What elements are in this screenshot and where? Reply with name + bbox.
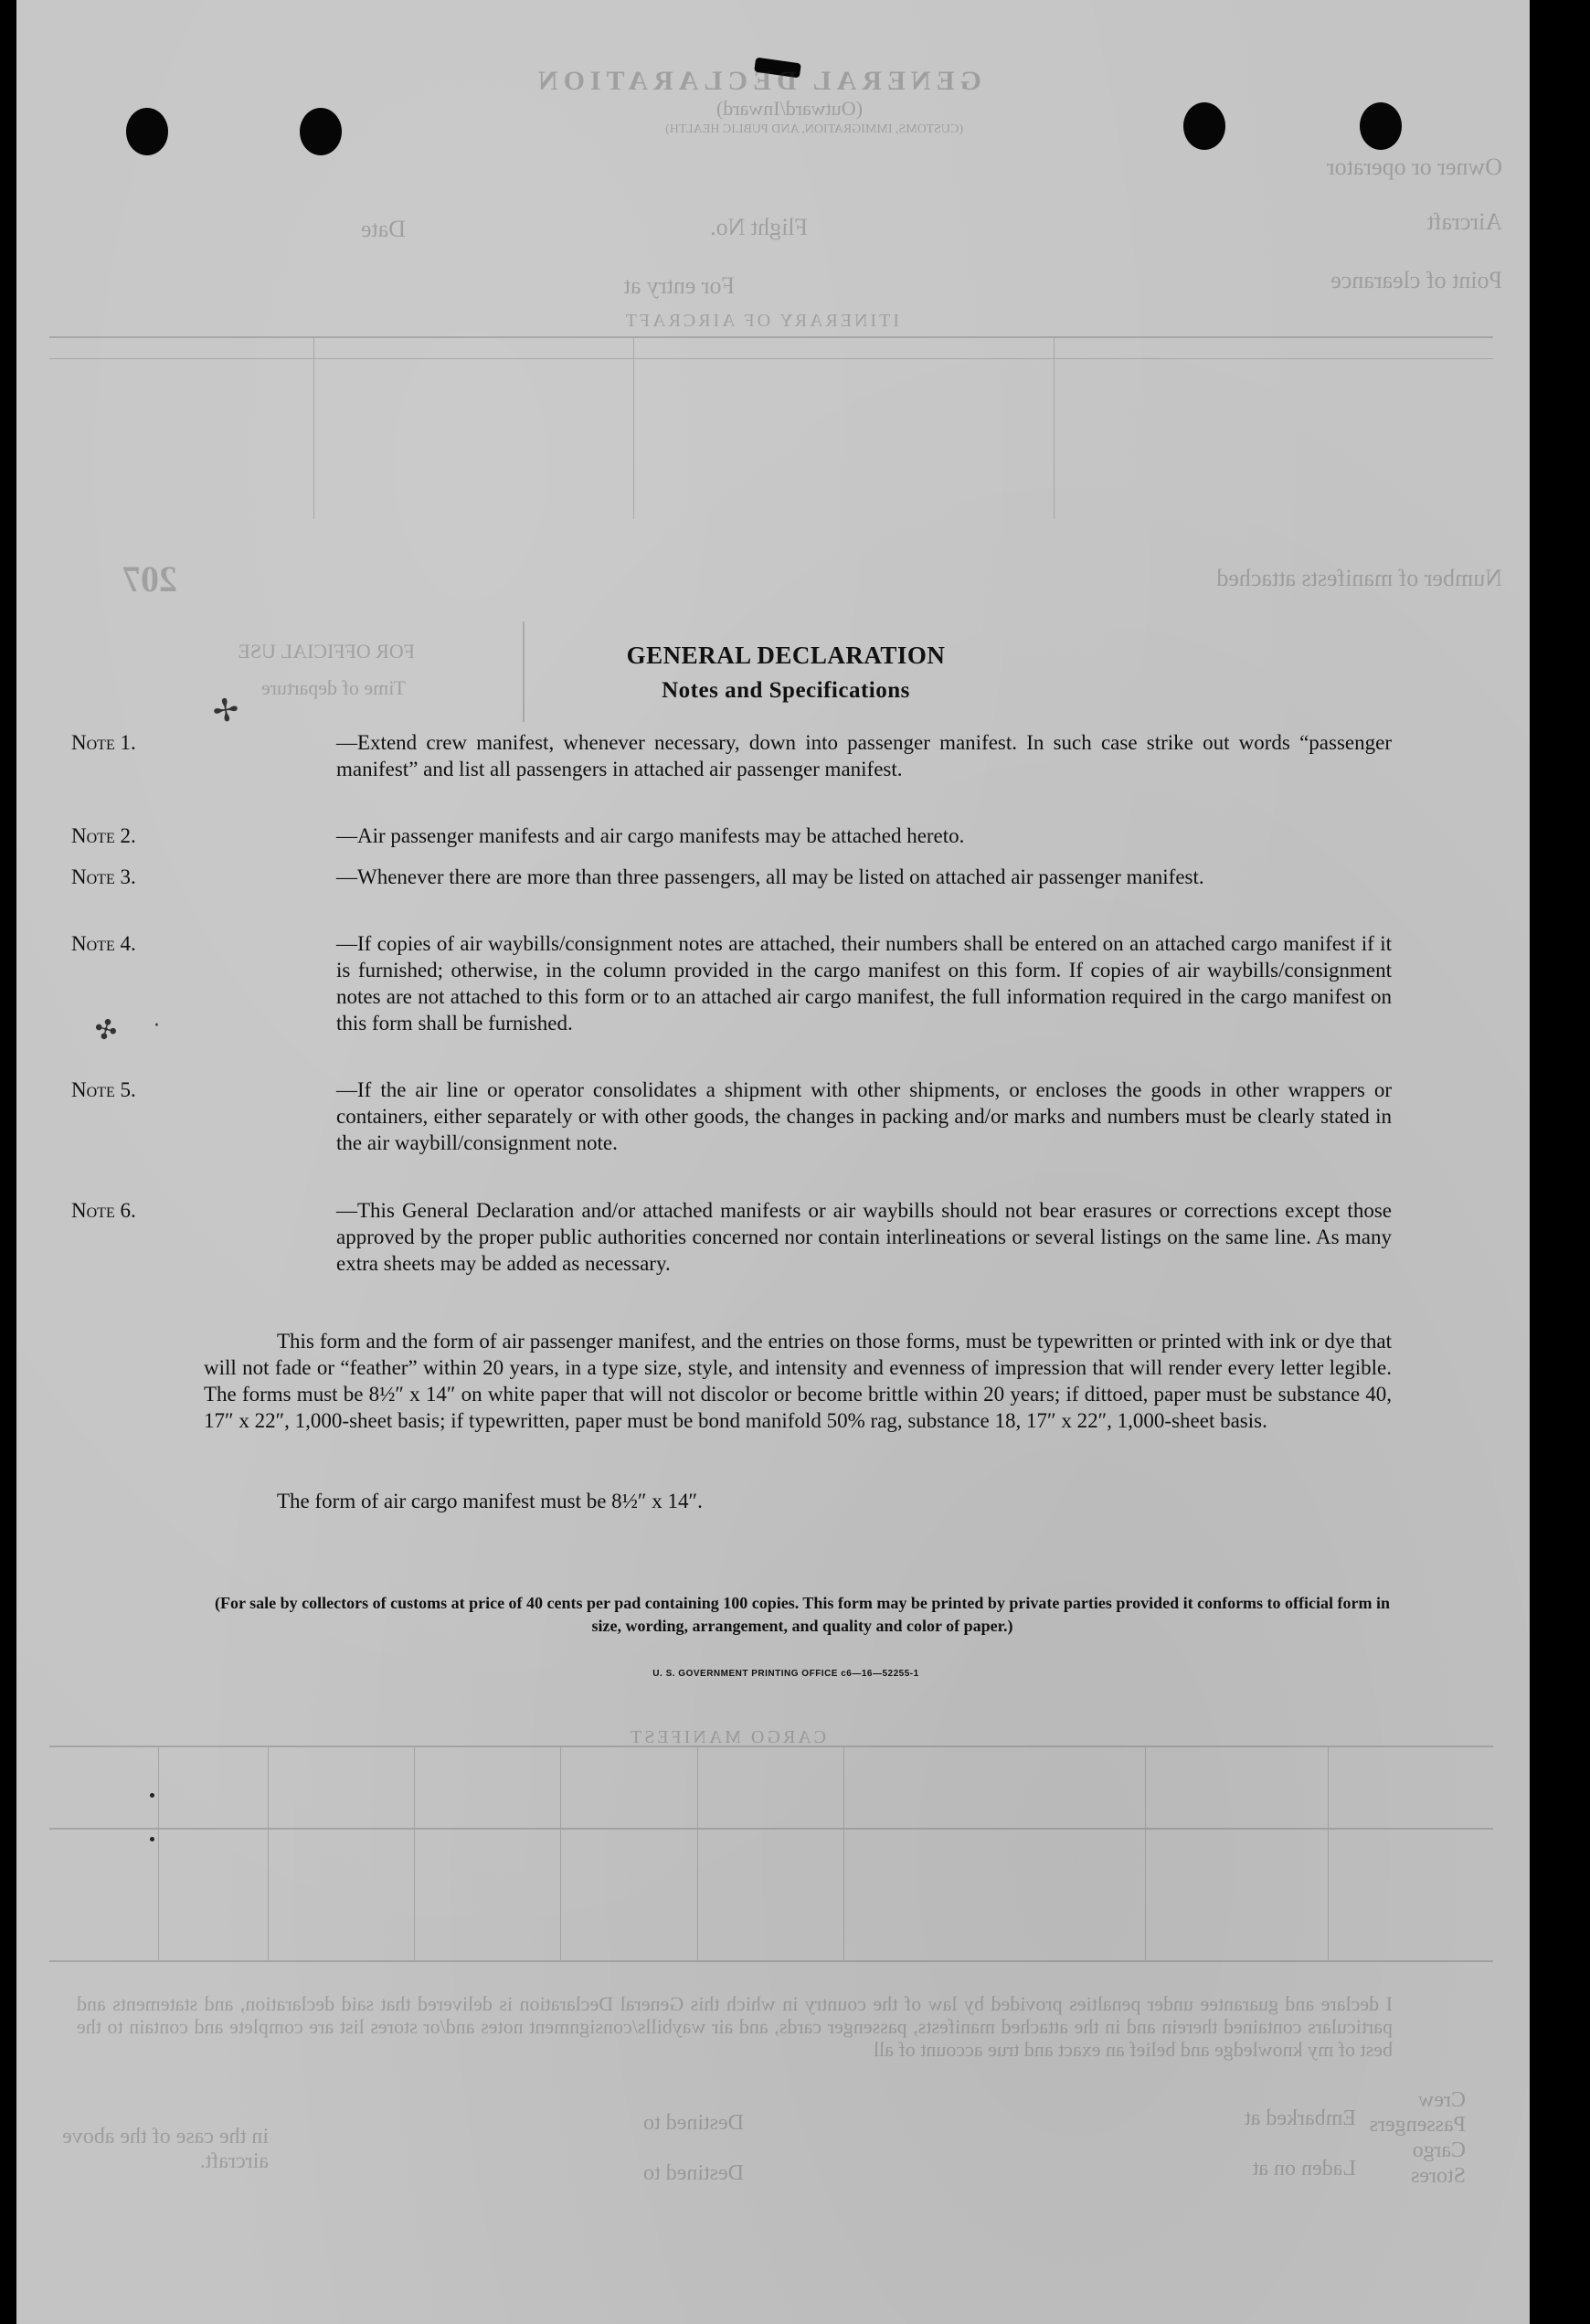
note-4	[71, 930, 1392, 1036]
cargo-manifest-size-paragraph: The form of air cargo manifest must be 8½″ x 14″.	[277, 1490, 703, 1512]
bleed-header-sub2: (CUSTOMS, IMMIGRATION, AND PUBLIC HEALTH)	[665, 122, 963, 136]
document-page	[16, 0, 1530, 2324]
sale-notice: (For sale by collectors of customs at price of 40 cents per pad containing 100 copies. This form may be printed by private parties provided it conforms to official form in size, wording, arrangement, and quality and color of paper.)	[214, 1594, 1391, 1635]
note-label: Note 1.	[71, 731, 136, 754]
bleed-time-departure: Time of departure	[260, 676, 406, 699]
bleed-header-title: GENERAL DECLARATION	[532, 66, 981, 96]
bleed-owner: Owner or operator	[1326, 154, 1502, 180]
note-3	[71, 864, 1392, 890]
note-label: Note 5.	[71, 1078, 136, 1101]
bleed-point: Point of clearance	[1330, 267, 1502, 293]
document-title: GENERAL DECLARATION	[626, 642, 946, 669]
bleed-for-entry: For entry at	[623, 272, 735, 299]
bleed-207: 207	[122, 558, 177, 600]
bleed-cargo: Cargo	[1412, 2138, 1466, 2162]
note-label: Note 3.	[71, 865, 136, 888]
note-6	[71, 1197, 1392, 1277]
bleed-header-sub: (Outward/Inward)	[716, 97, 863, 120]
bleed-destined-2: Destined to	[643, 2161, 744, 2185]
bleed-itinerary: ITINERARY OF AIRCRAFT	[622, 311, 899, 331]
handwritten-mark: ·	[154, 1014, 160, 1037]
bleed-laden: Laden on at	[1252, 2157, 1356, 2181]
note-text: —This General Declaration and/or attached manifests or air waybills should not bear erasures or corrections except those approved by the proper public authorities concerned nor contain interlineations or several listings on the same line. As many extra sheets may be added as necessary.	[336, 1199, 1392, 1275]
bleed-stores: Stores	[1411, 2164, 1466, 2188]
note-2	[71, 822, 1392, 849]
note-text: —If the air line or operator consolidates a shipment with other shipments, or encloses the goods in other wrappers or containers, either separately or with other goods, the changes in packing and/or marks and numbers must be clearly stated in the air waybill/consignment note.	[336, 1078, 1392, 1154]
bleed-aircraft: Aircraft	[1426, 208, 1502, 235]
note-label: Note 6.	[71, 1199, 136, 1222]
bleed-cargo-manifest: CARGO MANIFEST	[627, 1727, 826, 1747]
note-text: —If copies of air waybills/consignment notes are attached, their numbers shall be entered on an attached cargo manifest if it is furnished; otherwise, in the column provided in the cargo manifest on this form. If copies of air waybills/consignment notes are not attached to this form or to an attached air cargo manifest, the full information required in the cargo manifest on this form shall be furnished.	[336, 932, 1392, 1035]
specifications-paragraph: This form and the form of air passenger manifest, and the entries on those forms, must be typewritten or printed with ink or dye that will not fade or “feather” within 20 years, in a type size, style, and intensity and evenness of impression that will render every letter legible. The forms must be 8½″ x 14″ on white paper that will not discolor or become brittle within 20 years; if dittoed, paper must be substance 40, 17″ x 22″, 1,000-sheet basis; if typewritten, paper must be bond manifold 50% rag, substance 18, 17″ x 22″, 1,000-sheet basis.	[204, 1330, 1392, 1432]
handwritten-mark: ✢	[210, 691, 242, 731]
note-5	[71, 1077, 1392, 1156]
printer-imprint: U. S. GOVERNMENT PRINTING OFFICE c6—16—52255-1	[652, 1669, 919, 1679]
bleed-destined: Destined to	[643, 2111, 744, 2135]
note-text: —Whenever there are more than three passengers, all may be listed on attached air passenger manifest.	[336, 865, 1204, 888]
notes-and-specifications	[16, 0, 1530, 2324]
bleed-official-use: FOR OFFICIAL USE	[238, 640, 415, 663]
document-subtitle: Notes and Specifications	[662, 678, 910, 703]
bleed-embarked: Embarked at	[1245, 2106, 1356, 2130]
handwritten-mark: ✣	[90, 1012, 122, 1049]
bleed-flight: Flight No.	[710, 214, 808, 240]
bleed-manifests: Number of manifests attached	[1216, 565, 1502, 591]
note-label: Note 2.	[71, 824, 136, 847]
bleed-declare: I declare and guarantee under penalties provided by law of the country in which this General Declaration is delivered that said declaration, and statements and particulars contained therein and in the attached manifests, passenger cards, and air waybills/consignment notes and/or stores list are complete and contain to the best of my knowledge and belief an exact and true account of all	[77, 1992, 1393, 2061]
note-text: —Extend crew manifest, whenever necessary, down into passenger manifest. In such case strike out words “passenger manifest” and list all passengers in attached air passenger manifest.	[336, 731, 1392, 780]
note-1	[71, 729, 1392, 782]
bleed-crew: Crew	[1418, 2088, 1466, 2112]
bleed-passengers: Passengers	[1369, 2113, 1466, 2137]
note-text: —Air passenger manifests and air cargo manifests may be attached hereto.	[336, 824, 965, 847]
note-label: Note 4.	[71, 932, 136, 955]
bleed-date: Date	[360, 216, 406, 242]
bleed-case-of: in the case of the above aircraft.	[62, 2125, 269, 2173]
